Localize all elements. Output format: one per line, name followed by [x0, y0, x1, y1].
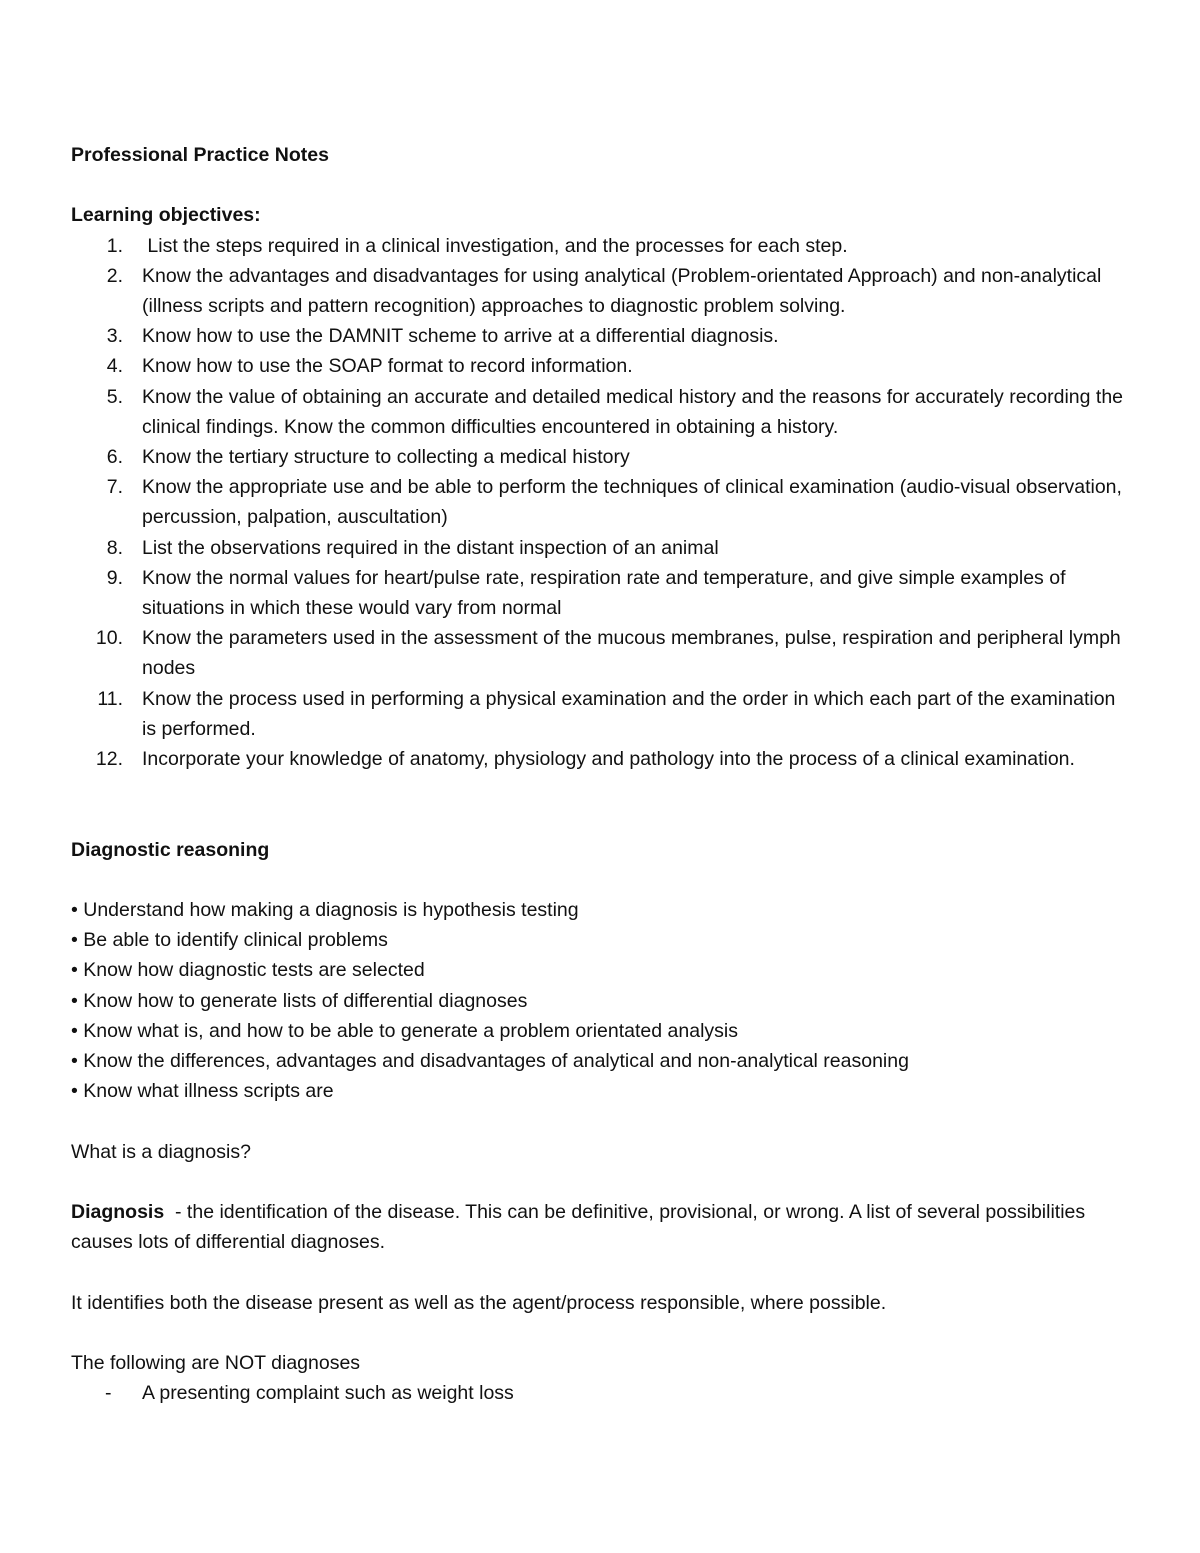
objective-item: 4. Know how to use the SOAP format to record information. — [106, 355, 633, 378]
diagnosis-term: Diagnosis — [71, 1201, 165, 1224]
bullet-item: • Know how to generate lists of differential diagnoses — [71, 989, 528, 1012]
objective-item: 6. Know the tertiary structure to collecting a medical history — [106, 446, 630, 469]
objective-item: 1. List the steps required in a clinical investigation, and the processes for each step. — [106, 234, 848, 257]
bullet-item: • Know what is, and how to be able to generate a problem orientated analysis — [71, 1019, 738, 1042]
bullet-item: • Know how diagnostic tests are selected — [71, 959, 425, 982]
objective-item: 8. List the observations required in the distant inspection of an animal — [106, 536, 719, 559]
diagnosis-question: What is a diagnosis? — [71, 1140, 251, 1163]
objective-item: 10. Know the parameters used in the assessment of the mucous membranes, pulse, respiration and peripheral lymph nodes — [95, 627, 1121, 680]
not-diagnoses-intro: The following are NOT diagnoses — [71, 1352, 361, 1375]
objective-item: 2. Know the advantages and disadvantages for using analytical (Problem-orientated Approach) and non-analytical (illness scripts and pattern recognition) approaches to diagnostic problem solving. — [106, 264, 1102, 317]
not-diagnoses-list — [71, 1378, 1131, 1408]
diagnosis-definition — [71, 1197, 1131, 1257]
objective-item: 11. Know the process used in performing a physical examination and the order in which each part of the examination is performed. — [97, 687, 1116, 740]
objective-item: 7. Know the appropriate use and be able to perform the techniques of clinical examination (audio-visual observation, percussion, palpation, auscultation) — [106, 476, 1122, 529]
learning-objectives-heading: Learning objectives: — [71, 204, 261, 227]
objective-item: 5. Know the value of obtaining an accurate and detailed medical history and the reasons for accurately recording the clinical findings. Know the common difficulties encountered in obtaining a history. — [106, 385, 1124, 438]
bullet-item: • Know what illness scripts are — [71, 1080, 334, 1103]
bullet-item: • Know the differences, advantages and disadvantages of analytical and non-analytical reasoning — [71, 1050, 909, 1073]
bullet-item: • Be able to identify clinical problems — [71, 929, 388, 952]
bullet-item: • Understand how making a diagnosis is hypothesis testing — [71, 899, 579, 922]
objective-item: 12. Incorporate your knowledge of anatomy, physiology and pathology into the process of a clinical examination. — [95, 748, 1075, 771]
objective-item: 3. Know how to use the DAMNIT scheme to arrive at a differential diagnosis. — [106, 325, 779, 348]
diagnosis-definition-text: - the identification of the disease. This can be definitive, provisional, or wrong. A list of several possibilities causes lots of differential diagnoses. — [71, 1201, 1091, 1254]
diagnostic-reasoning-heading: Diagnostic reasoning — [71, 838, 270, 861]
document-page — [71, 140, 1131, 1408]
objective-item: 9. Know the normal values for heart/pulse rate, respiration rate and temperature, and give simple examples of situations in which these would vary from normal — [106, 566, 1066, 620]
diagnostic-reasoning-bullets — [71, 895, 1131, 1106]
document-title: Professional Practice Notes — [71, 144, 329, 166]
identifies-paragraph: It identifies both the disease present as well as the agent/process responsible, where possible. — [71, 1291, 887, 1314]
learning-objectives-list — [71, 231, 1131, 775]
not-diagnosis-item: - A presenting complaint such as weight loss — [105, 1382, 514, 1405]
